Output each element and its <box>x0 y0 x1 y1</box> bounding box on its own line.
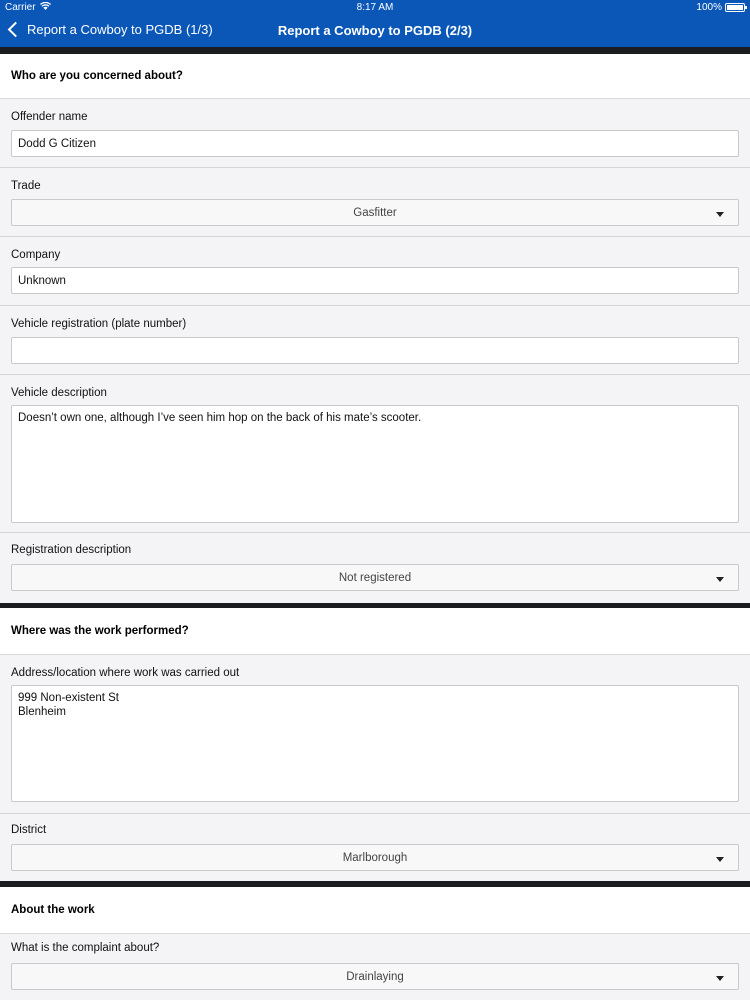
status-bar <box>0 0 750 16</box>
vehicle-description-label: Vehicle description <box>11 387 107 399</box>
district-select[interactable] <box>11 844 739 871</box>
offender-label: Offender name <box>11 111 88 123</box>
registration-label: Registration description <box>11 544 132 556</box>
vehicle-description-row <box>0 375 750 533</box>
caret-down-icon <box>716 212 724 217</box>
location-section <box>0 608 750 881</box>
trade-label: Trade <box>11 180 41 192</box>
top-bar <box>0 0 750 47</box>
company-label: Company <box>11 249 61 261</box>
vehicle-registration-input[interactable] <box>11 337 739 364</box>
address-label: Address/location where work was carried out <box>11 667 240 679</box>
section-heading-location: Where was the work performed? <box>0 608 750 655</box>
section-heading-work: About the work <box>0 887 750 934</box>
offender-name-input[interactable]: Dodd G Citizen <box>11 130 739 157</box>
district-row <box>0 814 750 881</box>
page-title: Report a Cowboy to PGDB (2/3) <box>277 23 473 38</box>
battery-group <box>696 2 745 13</box>
navigation-bar <box>0 16 750 47</box>
caret-down-icon <box>716 976 724 981</box>
section-heading-concerned: Who are you concerned about? <box>0 54 750 99</box>
registration-row <box>0 533 750 603</box>
complaint-label: What is the complaint about? <box>11 942 160 954</box>
district-select-value: Marlborough <box>342 851 408 864</box>
company-row <box>0 237 750 306</box>
address-row <box>0 655 750 814</box>
carrier-label: Carrier <box>5 2 36 13</box>
caret-down-icon <box>716 857 724 862</box>
trade-select[interactable] <box>11 199 739 226</box>
status-time: 8:17 AM <box>356 2 394 13</box>
complaint-row <box>0 934 750 1000</box>
complaint-select[interactable] <box>11 963 739 990</box>
battery-icon <box>725 3 745 12</box>
trade-row <box>0 168 750 237</box>
trade-select-value: Gasfitter <box>353 206 397 219</box>
complaint-select-value: Drainlaying <box>346 970 404 983</box>
vehicle-registration-label: Vehicle registration (plate number) <box>11 318 187 330</box>
district-label: District <box>11 824 47 836</box>
vehicle-description-textarea[interactable]: Doesn’t own one, although I’ve seen him hop on the back of his mate’s scooter. <box>11 405 739 523</box>
concerned-section <box>0 54 750 603</box>
registration-select[interactable] <box>11 564 739 591</box>
work-section <box>0 887 750 1000</box>
vehicle-registration-row <box>0 306 750 375</box>
battery-percent: 100% <box>696 2 722 13</box>
caret-down-icon <box>716 577 724 582</box>
offender-row <box>0 99 750 168</box>
address-textarea[interactable]: 999 Non-existent St Blenheim <box>11 685 739 802</box>
back-button-label: Report a Cowboy to PGDB (1/3) <box>27 22 213 37</box>
registration-select-value: Not registered <box>338 571 412 584</box>
company-input[interactable]: Unknown <box>11 267 739 294</box>
